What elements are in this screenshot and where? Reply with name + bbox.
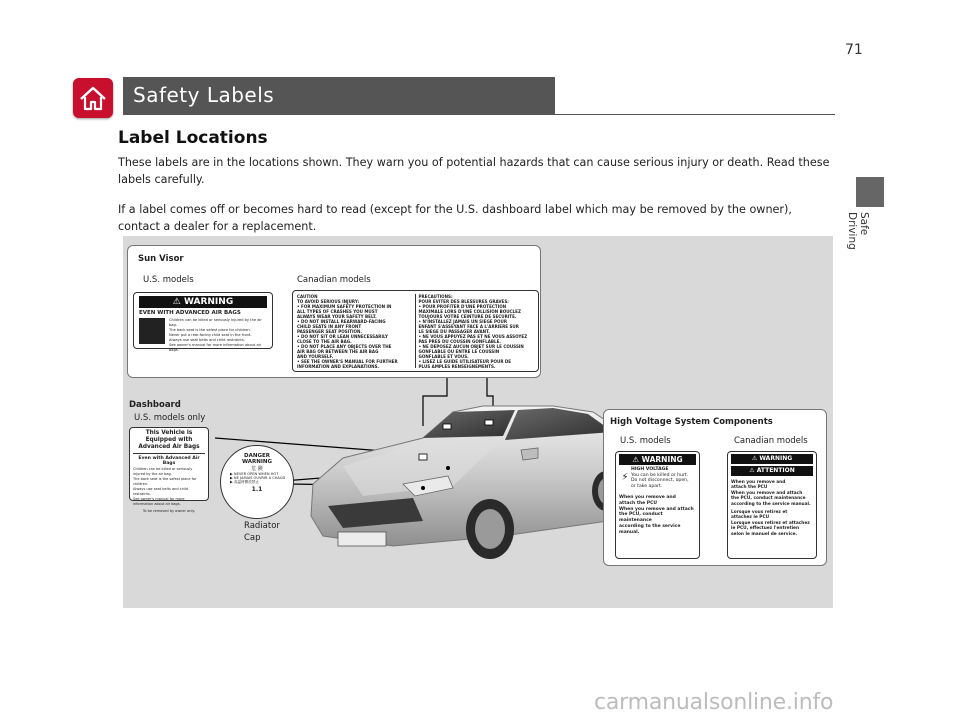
replacement-paragraph: If a label comes off or becomes hard to read (except for the U.S. dashboard label which may be removed by the owner), contact a dealer for a replacement. — [118, 203, 792, 233]
chapter-tab-label[interactable]: Safe Driving — [846, 212, 870, 250]
intro-paragraph: These labels are in the locations shown. They warn you of potential hazards that can cause serious injury or death. Read these labels carefully. — [118, 156, 830, 186]
hv-title: High Voltage System Components — [610, 417, 773, 427]
us-visor-headline: EVEN WITH ADVANCED AIR BAGS — [139, 310, 241, 316]
ca-visor-english: CAUTION TO AVOID SERIOUS INJURY: • FOR MAXIMUM SAFETY PROTECTION IN ALL TYPES OF CRASHES YOU MUST ALWAYS WEAR YOUR SAFETY BELT. • DO NOT INSTALL REARWARD-FACING CHILD SEATS IN ANY FRONT PASSENGER SEAT POSITION. • DO NOT SIT OR LEAN UNNECESSARILY CLOSE TO THE AIR BAG. • DO NOT PLACE ANY OBJECTS OVER THE AIR BAG OR BETWEEN THE AIR BAG AND YOURSELF. • SEE THE OWNER'S MANUAL FOR FURTHER INFORMATION AND EXPLANATIONS. — [297, 294, 416, 368]
shock-hazard-icon: ⚡ — [621, 472, 629, 483]
sun-visor-ca-card — [292, 290, 539, 372]
hv-us-body-text: When you remove and attach the PCU When you remove and attach the PCU, conduct maintenance according to the service manual. — [619, 495, 694, 535]
sun-visor-us-card — [133, 292, 273, 352]
page-number: 71 — [845, 42, 863, 58]
sun-visor-us-label: U.S. models — [143, 275, 194, 285]
hv-us-warning-text: HIGH VOLTAGE You can be killed or hurt. Do not disconnect, open, or take apart. — [631, 467, 689, 489]
dashboard-card — [129, 427, 209, 513]
radiator-caption-line2: Cap — [244, 533, 261, 543]
sun-visor-panel — [127, 245, 541, 378]
radiator-caption-line1: Radiator — [244, 521, 280, 531]
dashboard-card-text: Children can be killed or seriously injured by the air bag. The back seat is the safest place for children. Always use seat belts and child restraints. See owner's manual for more information about air bags. To be removed by owner only. — [133, 467, 197, 513]
warning-triangle-icon: ⚠ — [172, 297, 184, 307]
radiator-cap-label: DANGER WARNING 危 険 ▶ NEVER OPEN WHEN HOT ▶ NE JAMAIS OUVRIR A CHAUD ▶ 高温時開放禁止 1.1 — [220, 445, 294, 519]
dashboard-card-sub: Even with Advanced Air Bags — [138, 456, 200, 466]
dashboard-sub: U.S. models only — [134, 413, 206, 423]
high-voltage-panel — [603, 409, 827, 566]
child-seat-pictogram — [139, 318, 165, 344]
hv-us-label: U.S. models — [620, 436, 671, 446]
title-rule — [123, 114, 835, 115]
title-bar — [123, 77, 555, 114]
hv-ca-card — [727, 451, 817, 559]
hv-us-card — [615, 451, 700, 559]
watermark: carmanualsonline.info — [594, 690, 834, 715]
warning-banner: ⚠ WARNING — [139, 296, 267, 308]
hv-ca-label: Canadian models — [734, 436, 808, 446]
warning-triangle-icon: ⚠ — [632, 455, 642, 464]
home-button[interactable] — [73, 78, 113, 118]
hv-ca-warning-banner: ⚠ WARNING — [731, 454, 813, 464]
label-locations-figure — [123, 236, 833, 608]
page-title: Safety Labels — [133, 83, 275, 107]
sun-visor-title: Sun Visor — [138, 254, 184, 264]
warning-triangle-icon: ⚠ — [751, 455, 760, 462]
dashboard-card-title: This Vehicle is Equipped with Advanced Air Bags — [133, 430, 205, 454]
us-visor-text: Children can be killed or seriously injured by the air bag. The back seat is the safest place for children. Never put a rear-facing child seat in the front. Always use seat belts and child restraints. See owner's manual for more information about air bags. — [169, 318, 262, 352]
chapter-tab[interactable] — [856, 177, 884, 207]
hv-ca-body-text: When you remove and attach the PCU When you remove and attach the PCU, conduct maintenance according to the service manual. Lorsque vous retirez et attachez le PCU Lorsque vous retirez et attachez le PCU, effectuez l'entretien selon le manuel de service. — [731, 480, 811, 537]
hv-us-warning-banner: ⚠ WARNING — [619, 454, 696, 465]
ca-visor-french: PRECAUTIONS: POUR EVITER DES BLESSURES GRAVES: • POUR PROFITER D'UNE PROTECTION MAXIMALE LORS D'UNE COLLISION BOUCLEZ TOUJOURS VOTRE CEINTURE DE SECURITE. • N'INSTALLEZ JAMAIS UN SIEGE POUR ENFANT S'ASSEYANT FACE A L'ARRIERE SUR LE SIEGE DU PASSAGER AVANT. • NE VOUS APPUYEZ PAS ET NE VOUS ASSOYEZ PAS PRES DU COUSSIN GONFLABLE. • NE DEPOSEZ AUCUN OBJET SUR LE COUSSIN GONFLABLE OU ENTRE LE COUSSIN GONFLABLE ET VOUS. • LISEZ LE GUIDE UTILISATEUR POUR DE PLUS AMPLES RENSEIGNEMENTS. — [418, 294, 528, 369]
home-icon — [73, 78, 113, 118]
sun-visor-ca-label: Canadian models — [297, 275, 371, 285]
dashboard-title: Dashboard — [129, 400, 181, 410]
attention-triangle-icon: ⚠ — [749, 467, 757, 474]
hv-ca-attention-banner: ⚠ ATTENTION — [731, 466, 813, 476]
section-heading: Label Locations — [118, 128, 268, 148]
